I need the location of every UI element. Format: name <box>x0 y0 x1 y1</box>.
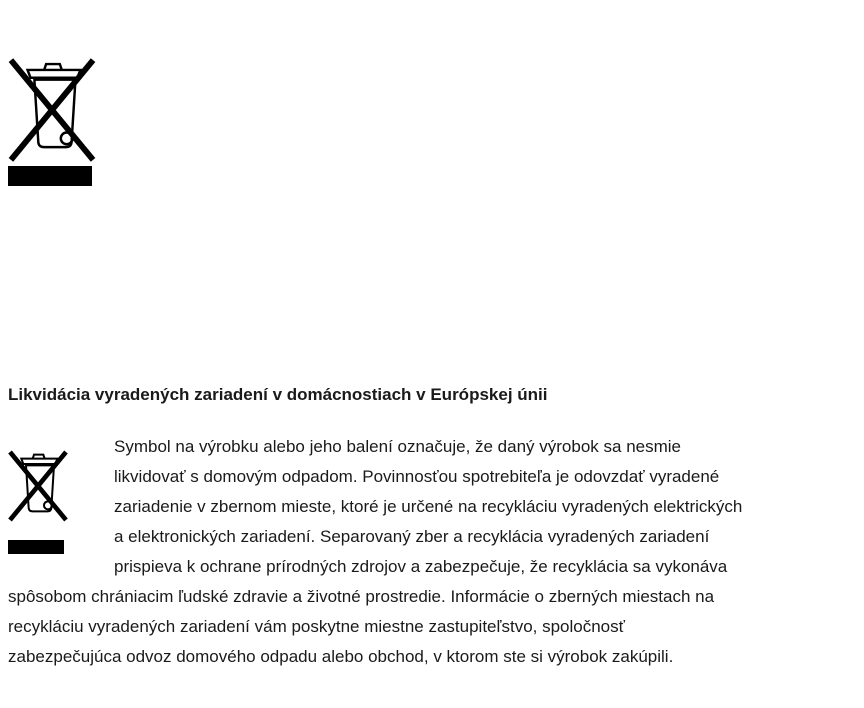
body-paragraph <box>8 432 860 672</box>
body-text-line: zabezpečujúca odvoz domového odpadu alebo obchod, v ktorom ste si výrobok zakúpili. <box>8 647 674 666</box>
weee-symbol-small <box>8 436 68 554</box>
body-text-line: zariadenie v zbernom mieste, ktoré je určené na recykláciu vyradených elektrických <box>114 497 743 516</box>
body-text-line: Symbol na výrobku alebo jeho balení označuje, že daný výrobok sa nesmie <box>114 437 682 456</box>
crossed-out-wheeled-bin-icon <box>8 436 68 536</box>
body-text-line: recykláciu vyradených zariadení vám poskytne miestne zastupiteľstvo, spoločnosť <box>8 617 626 636</box>
black-bar <box>8 166 92 186</box>
crossed-out-wheeled-bin-icon <box>8 58 96 162</box>
body-text-line: likvidovať s domovým odpadom. Povinnosťou spotrebiteľa je odovzdať vyradené <box>114 467 720 486</box>
weee-symbol-large <box>8 58 98 186</box>
body-text-line: prispieva k ochrane prírodných zdrojov a zabezpečuje, že recyklácia sa vykonáva <box>114 557 728 576</box>
black-bar <box>8 540 64 554</box>
section-heading: Likvidácia vyradených zariadení v domácnostiach v Európskej únii <box>8 385 548 404</box>
body-text-line: spôsobom chrániacim ľudské zdravie a životné prostredie. Informácie o zberných miestach na <box>8 587 715 606</box>
body-text-line: a elektronických zariadení. Separovaný zber a recyklácia vyradených zariadení <box>114 527 710 546</box>
